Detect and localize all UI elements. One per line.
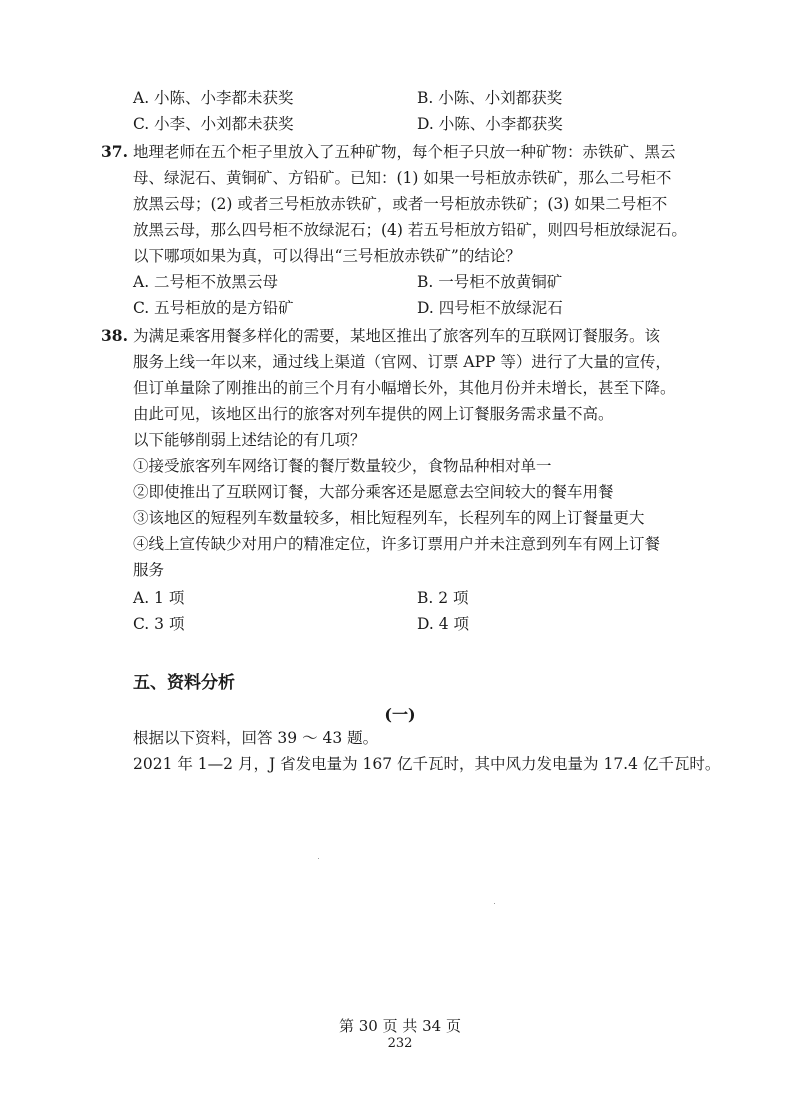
q37-line: 放黑云母；(2) 或者三号柜放赤铁矿，或者一号柜放赤铁矿；(3) 如果二号柜不 — [133, 195, 668, 213]
q37-line: 放黑云母，那么四号柜不放绿泥石；(4) 若五号柜放方铅矿，则四号柜放绿泥石。 — [133, 221, 687, 239]
q38-line: 为满足乘客用餐多样化的需要，某地区推出了旅客列车的互联网订餐服务。该 — [133, 327, 661, 345]
q36-option-d: D. 小陈、小李都获奖 — [417, 115, 563, 133]
q37-option-b: B. 一号柜不放黄铜矿 — [417, 273, 563, 291]
scan-speck — [494, 903, 495, 904]
q38-number: 38. — [101, 326, 128, 345]
q38-option-b: B. 2 项 — [417, 589, 469, 607]
part-heading: (一) — [384, 705, 416, 724]
q38-option-c: C. 3 项 — [133, 615, 185, 633]
q38-line: 由此可见，该地区出行的旅客对列车提供的网上订餐服务需求量不高。 — [133, 405, 614, 423]
q37-option-a: A. 二号柜不放黑云母 — [133, 273, 279, 291]
q36-option-b: B. 小陈、小刘都获奖 — [417, 89, 563, 107]
q38-statement-2: ②即使推出了互联网订餐，大部分乘客还是愿意去空间较大的餐车用餐 — [133, 483, 614, 501]
q38-question: 以下能够削弱上述结论的有几项？ — [133, 431, 366, 449]
scan-speck — [318, 858, 319, 859]
q38-line: 但订单量除了刚推出的前三个月有小幅增长外，其他月份并未增长，甚至下降。 — [133, 379, 676, 397]
q37-line: 母、绿泥石、黄铜矿、方铅矿。已知：(1) 如果一号柜放赤铁矿，那么二号柜不 — [133, 169, 672, 187]
q38-statement-4-cont: 服务 — [133, 561, 165, 579]
q37-option-d: D. 四号柜不放绿泥石 — [417, 299, 563, 317]
section-text: 2021 年 1—2 月，J 省发电量为 167 亿千瓦时，其中风力发电量为 17.4 亿千瓦时。 — [133, 755, 721, 773]
q38-option-a: A. 1 项 — [133, 589, 185, 607]
q37-option-c: C. 五号柜放的是方铅矿 — [133, 299, 294, 317]
q36-option-c: C. 小李、小刘都未获奖 — [133, 115, 294, 133]
q38-option-d: D. 4 项 — [417, 615, 470, 633]
q38-statement-4: ④线上宣传缺少对用户的精准定位，许多订票用户并未注意到列车有网上订餐 — [133, 535, 661, 553]
q37-line: 地理老师在五个柜子里放入了五种矿物，每个柜子只放一种矿物：赤铁矿、黑云 — [133, 143, 676, 161]
page-footer: 第 30 页 共 34 页 — [338, 1017, 461, 1035]
section-intro: 根据以下资料，回答 39 ～ 43 题。 — [133, 729, 379, 747]
q38-statement-1: ①接受旅客列车网络订餐的餐厅数量较少，食物品种相对单一 — [133, 457, 552, 475]
q37-question: 以下哪项如果为真，可以得出“三号柜放赤铁矿”的结论？ — [133, 247, 521, 265]
q38-line: 服务上线一年以来，通过线上渠道（官网、订票 APP 等）进行了大量的宣传， — [133, 353, 671, 371]
q36-option-a: A. 小陈、小李都未获奖 — [133, 89, 294, 107]
q38-statement-3: ③该地区的短程列车数量较多，相比短程列车，长程列车的网上订餐量更大 — [133, 509, 645, 527]
section-title: 五、资料分析 — [133, 673, 235, 693]
page-number: 232 — [387, 1036, 413, 1051]
q37-number: 37. — [101, 142, 128, 161]
